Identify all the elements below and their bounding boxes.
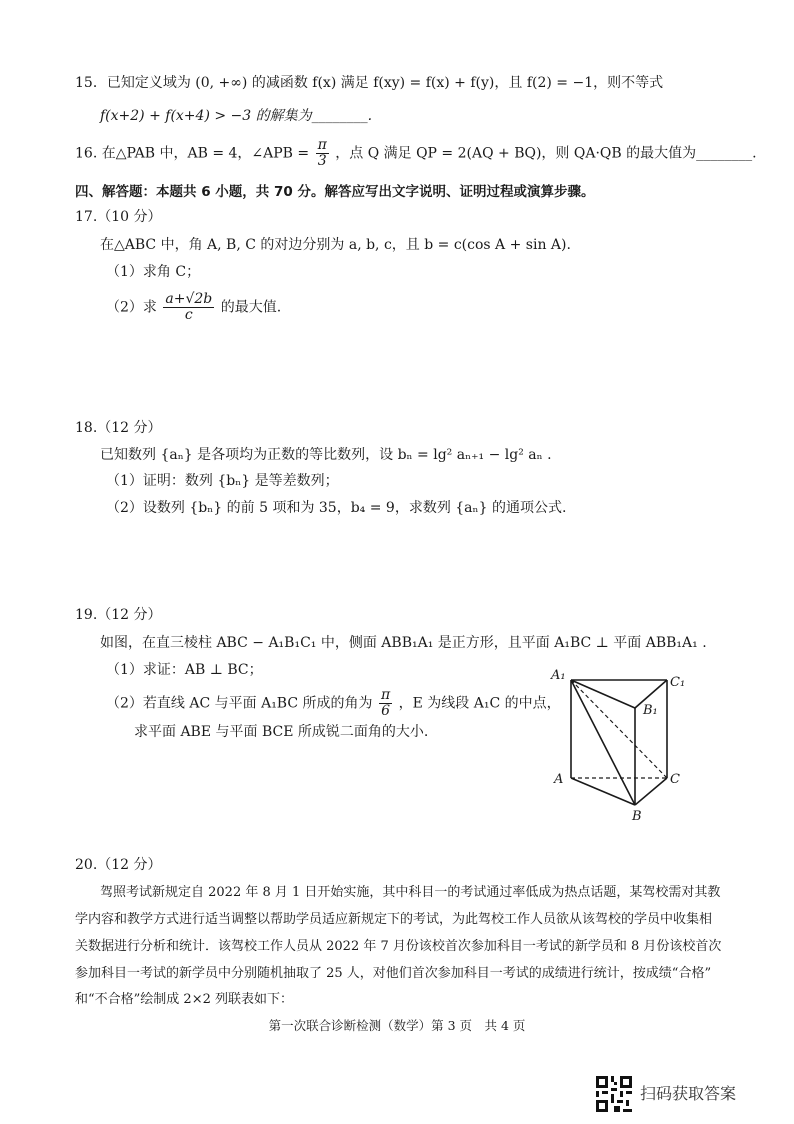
qr-caption: 扫码获取答案 xyxy=(640,1084,737,1103)
edge-a1-b1 xyxy=(571,680,635,708)
problem-19-stem: 如图，在直三棱柱 ABC − A₁B₁C₁ 中，侧面 ABB₁A₁ 是正方形，且平面 A₁BC ⊥ 平面 ABB₁A₁ . xyxy=(100,635,707,651)
edge-a1-b xyxy=(571,680,635,805)
qr-code-icon[interactable] xyxy=(596,1076,632,1112)
problem-19-q1: （1）求证：AB ⊥ BC； xyxy=(106,662,263,678)
page-footer: 第一次联合诊断检测（数学）第 3 页 共 4 页 xyxy=(268,1018,526,1033)
problem-19-header: 19.（12 分） xyxy=(75,607,162,623)
prism-figure xyxy=(545,662,695,824)
edge-a-b xyxy=(571,778,635,805)
problem-18-q1: （1）证明：数列 {bₙ} 是等差数列； xyxy=(106,473,339,489)
label-b1: B₁ xyxy=(643,703,658,718)
fraction-numerator: π xyxy=(380,687,391,703)
label-a: A xyxy=(554,772,564,787)
problem-16-fraction xyxy=(316,138,329,169)
problem-15-line-1: 15．已知定义域为 (0, +∞) 的减函数 f(x) 满足 f(xy) = f(x) + f(y)，且 f(2) = −1，则不等式 xyxy=(75,75,664,91)
problem-20-line-2: 学内容和教学方式进行适当调整以帮助学员适应新规定下的考试，为此驾校工作人员欲从该驾校的学员中收集相 xyxy=(75,912,713,927)
problem-17-q2-prefix: （2）求 xyxy=(106,299,157,316)
problem-19-q2-suffix: ，E 为线段 A₁C 的中点， xyxy=(398,695,561,712)
hidden-edge-a1-c xyxy=(571,680,667,778)
problem-16 xyxy=(75,138,757,169)
problem-20-line-3: 关数据进行分析和统计．该驾校工作人员从 2022 年 7 月份该校首次参加科目一考试的新学员和 8 月份该校首次 xyxy=(75,939,722,954)
fraction-denominator: 6 xyxy=(381,703,391,719)
problem-17-header: 17.（10 分） xyxy=(75,209,162,225)
problem-17-stem: 在△ABC 中，角 A, B, C 的对边分别为 a, b, c，且 b = c(cos A + sin A). xyxy=(100,237,571,253)
problem-20-header: 20.（12 分） xyxy=(75,857,162,873)
edge-b-c xyxy=(635,778,667,805)
problem-18-q2: （2）设数列 {bₙ} 的前 5 项和为 35，b₄ = 9，求数列 {aₙ} 的通项公式. xyxy=(106,500,567,516)
label-c: C xyxy=(670,772,680,787)
label-b: B xyxy=(632,809,642,824)
problem-19-fraction xyxy=(379,688,392,719)
problem-20-line-4: 参加科目一考试的新学员中分别随机抽取了 25 人，对他们首次参加科目一考试的成绩进行统计，按成绩“合格” xyxy=(75,966,712,981)
problem-15-line-2: f(x+2) + f(x+4) > −3 的解集为________. xyxy=(100,108,373,124)
problem-16-prefix: 16. 在△PAB 中，AB = 4，∠APB = xyxy=(75,145,314,162)
fraction-numerator: π xyxy=(317,137,327,153)
problem-20-line-1: 驾照考试新规定自 2022 年 8 月 1 日开始实施，其中科目一的考试通过率低成为热点话题，某驾校需对其教 xyxy=(100,885,721,900)
fraction-numerator: a+√2b xyxy=(165,291,213,307)
problem-19-q2-line-2: 求平面 ABE 与平面 BCE 所成锐二面角的大小. xyxy=(134,724,429,740)
problem-18-stem: 已知数列 {aₙ} 是各项均为正数的等比数列，设 bₙ = lg² aₙ₊₁ − lg² aₙ . xyxy=(100,447,552,463)
problem-17-q2 xyxy=(106,292,281,323)
problem-17-q2-suffix: 的最大值. xyxy=(220,299,282,316)
fraction-denominator: c xyxy=(184,307,193,323)
problem-19-q2 xyxy=(106,688,561,719)
label-c1: C₁ xyxy=(670,675,686,690)
section-4-heading: 四、解答题：本题共 6 小题，共 70 分。解答应写出文字说明、证明过程或演算步骤。 xyxy=(75,184,595,200)
label-a1: A₁ xyxy=(551,668,566,683)
problem-16-suffix: ，点 Q 满足 QP = 2(AQ + BQ)，则 QA·QB 的最大值为________. xyxy=(335,145,757,162)
fraction-denominator: 3 xyxy=(317,153,327,169)
problem-18-header: 18.（12 分） xyxy=(75,420,162,436)
problem-17-fraction xyxy=(163,292,214,323)
problem-20-line-5: 和“不合格”绘制成 2×2 列联表如下： xyxy=(75,992,293,1007)
problem-17-q1: （1）求角 C； xyxy=(106,264,201,280)
problem-19-q2-prefix: （2）若直线 AC 与平面 A₁BC 所成的角为 xyxy=(106,695,373,712)
